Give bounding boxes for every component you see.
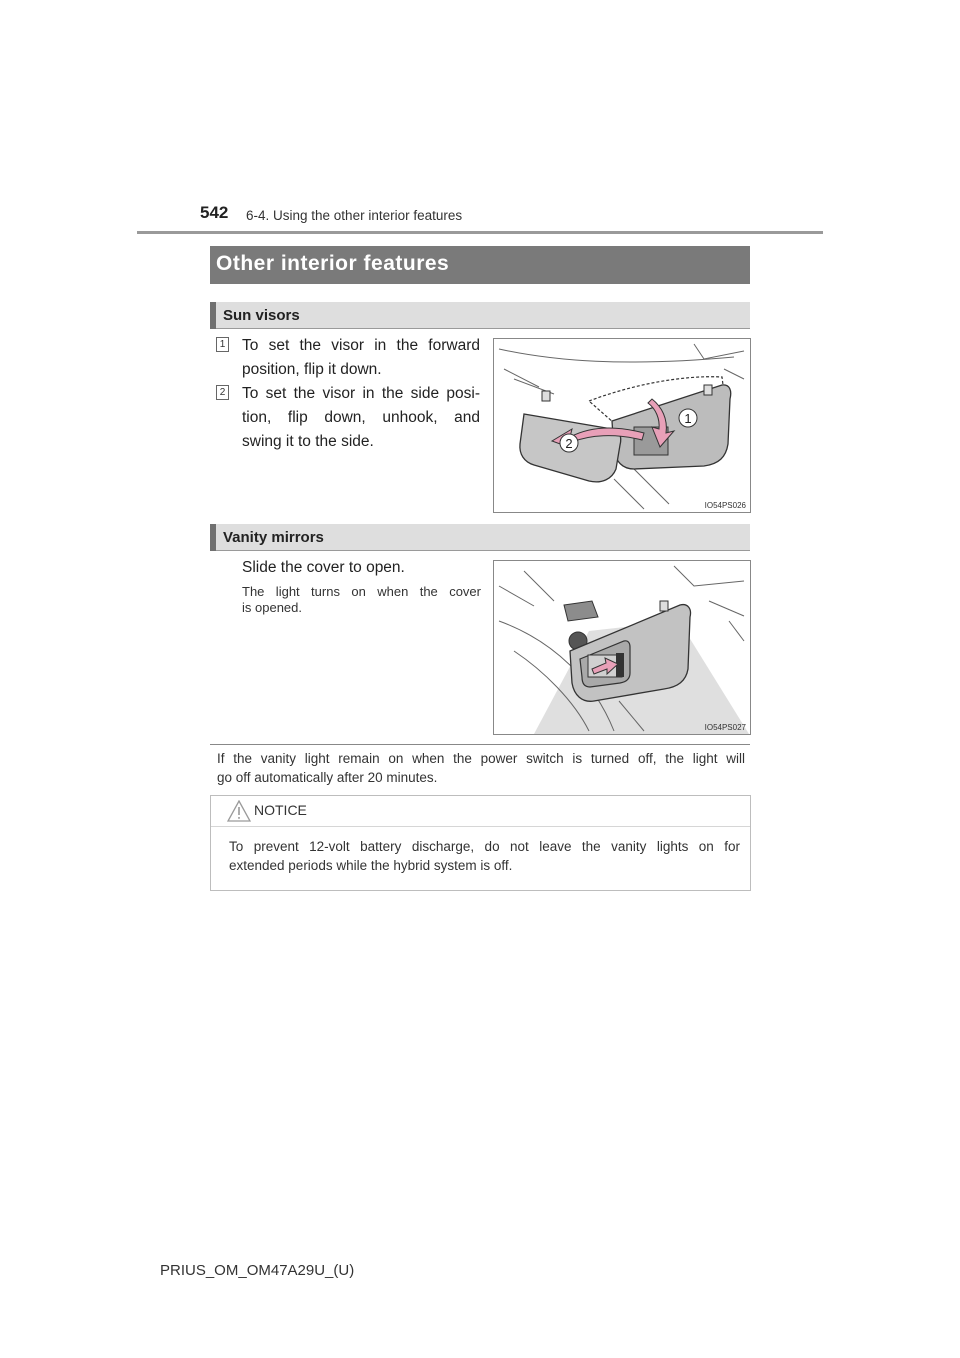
sun-visor-step-2: 2 To set the visor in the side posi- tion, flip down, unhook, and swing it to the side. [216,382,481,454]
sun-visor-step-1: 1 To set the visor in the forward position, flip it down. [216,334,481,382]
header-rule [137,231,823,234]
figure-code-vanity: IO54PS027 [704,723,746,732]
section-reference: 6-4. Using the other interior features [246,208,463,223]
callout-2: 2 [565,436,573,451]
vanity-mirrors-heading [210,524,750,551]
sun-visor-figure [493,338,751,513]
power-switch-note: If the vanity light remain on when the power switch is turned off, the light will go off automatically after 20 minutes. [217,751,745,785]
notice-box [210,795,751,891]
vanity-mirrors-heading-text: Vanity mirrors [223,529,324,546]
notice-text: To prevent 12-volt battery discharge, do not leave the vanity lights on for extended periods while the hybrid system is off. [229,839,740,873]
sun-visor-illustration [494,339,750,512]
vanity-instruction: Slide the cover to open. [242,559,405,576]
vanity-mirror-figure [493,560,751,735]
step-number-2: 2 [216,385,229,400]
notice-title: NOTICE [254,802,307,818]
callout-1: 1 [684,411,692,426]
document-code-footer: PRIUS_OM_OM47A29U_(U) [160,1262,355,1279]
page-title-bar [210,246,750,284]
vanity-mirror-illustration [494,561,750,734]
warning-triangle-icon [227,800,251,822]
sun-visors-heading-text: Sun visors [223,307,300,324]
notice-header [211,796,750,827]
sun-visors-heading [210,302,750,329]
figure-code-sun-visor: IO54PS026 [704,501,746,510]
page-number: 542 [200,203,229,222]
note-rule [210,744,750,745]
step-number-1: 1 [216,337,229,352]
vanity-detail: The light turns on when the cover is opened. [242,584,481,615]
page-title: Other interior features [216,252,450,275]
